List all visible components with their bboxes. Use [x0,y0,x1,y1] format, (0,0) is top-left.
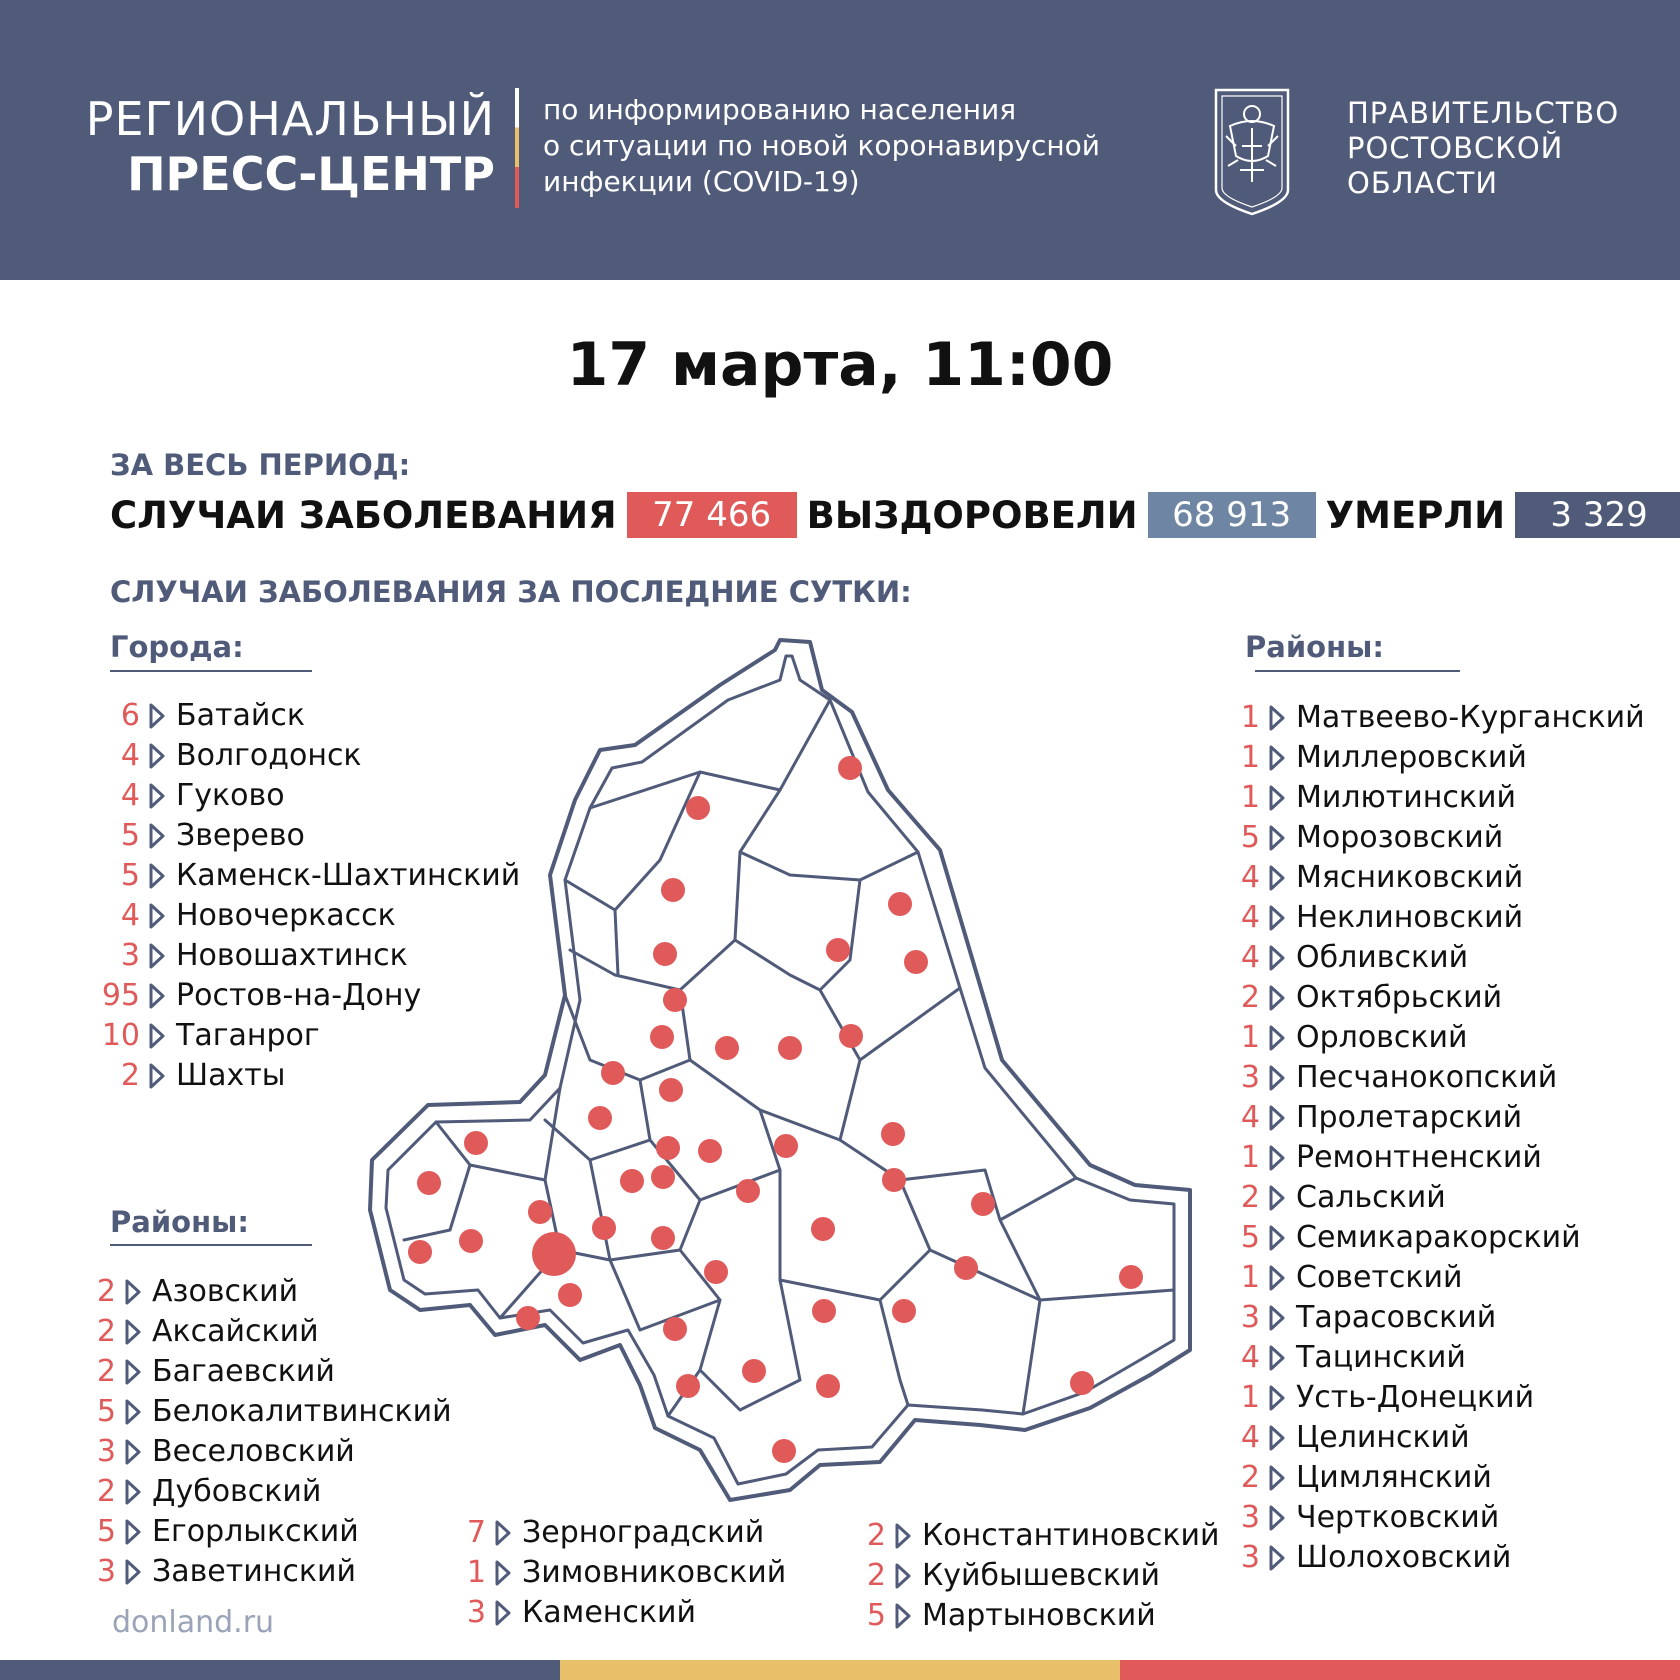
case-count: 3 [1240,1300,1260,1335]
cities-title: Города: [110,630,244,664]
map-marker-large [532,1232,576,1276]
case-count: 7 [466,1515,486,1550]
map-marker [715,1036,739,1060]
area-name: Егорлыкский [152,1514,359,1549]
area-name: Новошахтинск [176,938,408,973]
triangle-arrow-icon [124,1558,142,1586]
site-url: donland.ru [112,1605,275,1640]
map-marker [881,1122,905,1146]
case-count: 4 [1240,1420,1260,1455]
area-name: Шахты [176,1058,286,1093]
triangle-arrow-icon [1268,1024,1286,1052]
area-name: Матвеево-Курганский [1296,700,1645,735]
area-name: Орловский [1296,1020,1468,1055]
map-marker [1070,1371,1094,1395]
triangle-arrow-icon [1268,984,1286,1012]
area-name: Зимовниковский [522,1555,787,1590]
case-count: 4 [1240,860,1260,895]
case-count: 4 [1240,940,1260,975]
map-marker [736,1179,760,1203]
triangle-arrow-icon [1268,904,1286,932]
triangle-arrow-icon [148,1062,166,1090]
case-count: 3 [96,1434,116,1469]
cases-label: СЛУЧАИ ЗАБОЛЕВАНИЯ [110,493,617,537]
area-name: Каменский [522,1595,696,1630]
map-marker [676,1374,700,1398]
triangle-arrow-icon [124,1518,142,1546]
triangle-arrow-icon [894,1602,912,1630]
description-line: по информированию населения [543,93,1017,126]
triangle-arrow-icon [148,742,166,770]
map-marker [650,1025,674,1049]
case-count: 1 [1240,1020,1260,1055]
area-name: Пролетарский [1296,1100,1523,1135]
area-name: Целинский [1296,1420,1470,1455]
triangle-arrow-icon [148,902,166,930]
area-name: Зерноградский [522,1515,765,1550]
triangle-arrow-icon [1268,1144,1286,1172]
triangle-arrow-icon [1268,1544,1286,1572]
case-count: 3 [1240,1500,1260,1535]
case-count: 2 [866,1518,886,1553]
map-marker [663,1317,687,1341]
area-name: Дубовский [152,1474,322,1509]
triangle-arrow-icon [124,1358,142,1386]
died-label: УМЕРЛИ [1325,493,1506,537]
brand-line-2: ПРЕСС-ЦЕНТР [127,147,495,201]
area-name: Морозовский [1296,820,1504,855]
area-name: Обливский [1296,940,1469,975]
period-label: ЗА ВЕСЬ ПЕРИОД: [110,448,411,482]
triangle-arrow-icon [1268,1384,1286,1412]
brand-line-1: РЕГИОНАЛЬНЫЙ [85,92,495,146]
triangle-arrow-icon [1268,944,1286,972]
area-name: Азовский [152,1274,299,1309]
area-name: Мясниковский [1296,860,1524,895]
triangle-arrow-icon [148,782,166,810]
case-count: 3 [466,1595,486,1630]
area-name: Цимлянский [1296,1460,1492,1495]
area-name: Советский [1296,1260,1463,1295]
triangle-arrow-icon [1268,824,1286,852]
description-line: о ситуации по новой коронавирусной [543,129,1101,162]
case-count: 3 [1240,1060,1260,1095]
districts-left-underline [110,1244,312,1246]
area-name: Миллеровский [1296,740,1527,775]
case-count: 4 [1240,900,1260,935]
area-name: Семикаракорский [1296,1220,1581,1255]
triangle-arrow-icon [1268,1224,1286,1252]
gov-line: РОСТОВСКОЙ [1347,131,1564,165]
cities-underline [110,670,312,672]
triangle-arrow-icon [1268,1064,1286,1092]
case-count: 2 [1240,980,1260,1015]
area-name: Тацинский [1296,1340,1466,1375]
area-name: Ростов-на-Дону [176,978,422,1013]
map-marker [811,1217,835,1241]
recovered-label: ВЫЗДОРОВЕЛИ [806,493,1138,537]
report-date: 17 марта, 11:00 [566,330,1114,400]
map-marker [459,1229,483,1253]
map-marker [653,942,677,966]
map-marker [698,1139,722,1163]
case-count: 2 [120,1058,140,1093]
map-marker [601,1061,625,1085]
map-marker [1119,1265,1143,1289]
map-marker [704,1260,728,1284]
triangle-arrow-icon [1268,1104,1286,1132]
area-name: Зверево [176,818,305,853]
map-marker [971,1192,995,1216]
area-name: Октябрьский [1296,980,1503,1015]
case-count: 5 [1240,820,1260,855]
map-marker [656,1136,680,1160]
triangle-arrow-icon [1268,784,1286,812]
map-marker [686,796,710,820]
triangle-arrow-icon [148,1022,166,1050]
description-line: инфекции (COVID-19) [543,165,860,198]
map-marker [839,1024,863,1048]
triangle-arrow-icon [148,822,166,850]
map-marker [661,878,685,902]
triangle-arrow-icon [1268,1464,1286,1492]
case-count: 3 [96,1554,116,1589]
area-name: Батайск [176,698,305,733]
triangle-arrow-icon [494,1519,512,1547]
triangle-arrow-icon [1268,1184,1286,1212]
area-name: Константиновский [922,1518,1220,1553]
triangle-arrow-icon [894,1522,912,1550]
triangle-arrow-icon [1268,744,1286,772]
area-name: Аксайский [152,1314,319,1349]
area-name: Гуково [176,778,285,813]
map-marker [464,1131,488,1155]
case-count: 10 [101,1018,140,1053]
map-marker [882,1168,906,1192]
area-name: Шолоховский [1296,1540,1512,1575]
area-name: Заветинский [152,1554,356,1589]
case-count: 2 [96,1314,116,1349]
case-count: 5 [96,1514,116,1549]
triangle-arrow-icon [1268,1264,1286,1292]
case-count: 5 [96,1394,116,1429]
triangle-arrow-icon [124,1318,142,1346]
area-name: Чертковский [1296,1500,1500,1535]
area-name: Сальский [1296,1180,1446,1215]
triangle-arrow-icon [148,862,166,890]
recovered-value: 68 913 [1148,492,1316,538]
districts-right-title: Районы: [1245,630,1384,664]
map-marker [812,1299,836,1323]
case-count: 5 [120,818,140,853]
case-count: 1 [466,1555,486,1590]
area-name: Каменск-Шахтинский [176,858,521,893]
case-count: 3 [120,938,140,973]
area-name: Новочеркасск [176,898,396,933]
case-count: 4 [1240,1100,1260,1135]
case-count: 2 [96,1354,116,1389]
map-marker [663,988,687,1012]
map-marker [954,1256,978,1280]
map-marker [620,1169,644,1193]
triangle-arrow-icon [1268,1424,1286,1452]
map-marker [592,1216,616,1240]
cases-value: 77 466 [627,492,797,538]
triangle-arrow-icon [494,1599,512,1627]
triangle-arrow-icon [148,702,166,730]
map-marker [888,892,912,916]
case-count: 5 [1240,1220,1260,1255]
map-marker [826,938,850,962]
case-count: 2 [866,1558,886,1593]
footer-stripe-red [1120,1660,1680,1680]
gov-line: ОБЛАСТИ [1347,166,1499,200]
map-marker [838,756,862,780]
case-count: 1 [1240,740,1260,775]
case-count: 2 [1240,1460,1260,1495]
triangle-arrow-icon [1268,864,1286,892]
case-count: 4 [1240,1340,1260,1375]
triangle-arrow-icon [494,1559,512,1587]
map-marker [659,1078,683,1102]
area-name: Куйбышевский [922,1558,1160,1593]
area-name: Таганрог [176,1018,320,1053]
districts-left-title: Районы: [110,1205,249,1239]
map-marker [651,1226,675,1250]
triangle-arrow-icon [1268,1344,1286,1372]
map-marker [774,1134,798,1158]
area-name: Белокалитвинский [152,1394,452,1429]
area-name: Багаевский [152,1354,335,1389]
triangle-arrow-icon [148,982,166,1010]
triangle-arrow-icon [894,1562,912,1590]
last-day-label: СЛУЧАИ ЗАБОЛЕВАНИЯ ЗА ПОСЛЕДНИЕ СУТКИ: [110,575,912,609]
case-count: 95 [101,978,140,1013]
map-marker [588,1106,612,1130]
case-count: 2 [96,1274,116,1309]
case-count: 4 [120,778,140,813]
area-name: Неклиновский [1296,900,1524,935]
case-count: 1 [1240,1260,1260,1295]
triangle-arrow-icon [148,942,166,970]
case-count: 1 [1240,1140,1260,1175]
case-count: 4 [120,898,140,933]
case-count: 3 [1240,1540,1260,1575]
map-marker [892,1299,916,1323]
map-marker [742,1359,766,1383]
map-marker [816,1374,840,1398]
map-marker [558,1283,582,1307]
case-count: 5 [120,858,140,893]
area-name: Песчанокопский [1296,1060,1558,1095]
footer-stripe-navy [0,1660,560,1680]
map-marker [417,1171,441,1195]
gov-line: ПРАВИТЕЛЬСТВО [1347,96,1620,130]
case-count: 1 [1240,700,1260,735]
area-name: Веселовский [152,1434,355,1469]
case-count: 4 [120,738,140,773]
case-count: 1 [1240,1380,1260,1415]
triangle-arrow-icon [1268,1304,1286,1332]
area-name: Мартыновский [922,1598,1156,1633]
area-name: Тарасовский [1296,1300,1497,1335]
area-name: Ремонтненский [1296,1140,1542,1175]
case-count: 2 [1240,1180,1260,1215]
area-name: Усть-Донецкий [1296,1380,1535,1415]
case-count: 5 [866,1598,886,1633]
map-marker [778,1036,802,1060]
map-marker [904,950,928,974]
triangle-arrow-icon [124,1398,142,1426]
map-marker [651,1165,675,1189]
triangle-arrow-icon [124,1478,142,1506]
map-marker [408,1240,432,1264]
triangle-arrow-icon [124,1438,142,1466]
districts-right-underline [1255,670,1460,672]
case-count: 6 [120,698,140,733]
triangle-arrow-icon [124,1278,142,1306]
triangle-arrow-icon [1268,704,1286,732]
map-marker [516,1306,540,1330]
area-name: Милютинский [1296,780,1517,815]
triangle-arrow-icon [1268,1504,1286,1532]
case-count: 1 [1240,780,1260,815]
map-marker [772,1439,796,1463]
died-value: 3 329 [1515,492,1680,538]
footer-stripe-yellow [560,1660,1120,1680]
area-name: Волгодонск [176,738,362,773]
map-marker [528,1200,552,1224]
case-count: 2 [96,1474,116,1509]
